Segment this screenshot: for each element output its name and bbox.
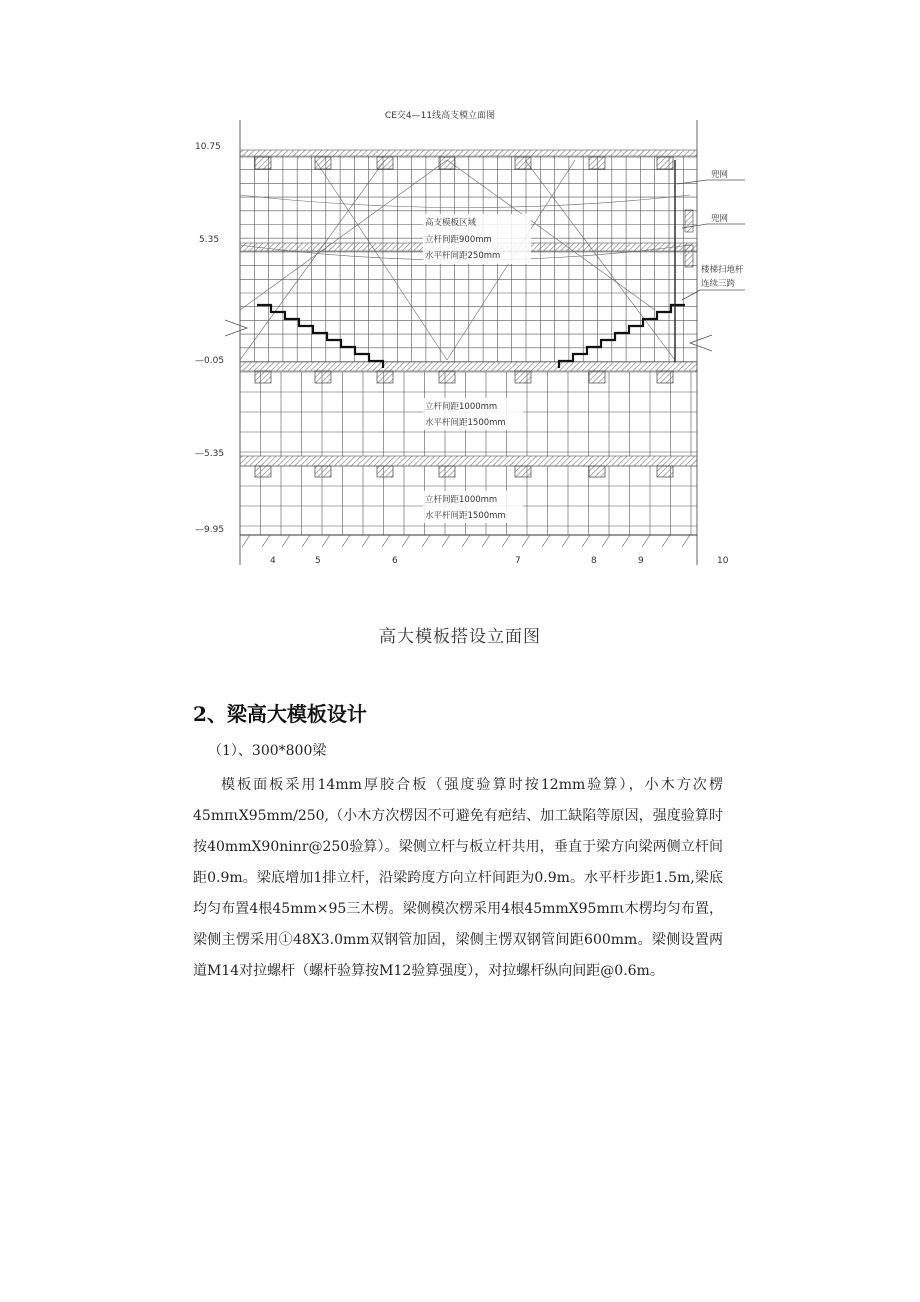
ground-hatch: [382, 535, 390, 547]
zone-note-line: 水平杆间距1500mm: [425, 511, 506, 521]
ground-hatch: [602, 535, 610, 547]
beam-section: [255, 371, 271, 383]
zone-note-top: [423, 214, 531, 264]
edge-wall: [685, 210, 693, 232]
ground-hatch: [522, 535, 530, 547]
beam-section: [439, 157, 455, 169]
elevation-label: —5.35: [195, 449, 225, 459]
ground-hatch: [362, 535, 370, 547]
elevation-label: 5.35: [199, 235, 220, 245]
axis-label: 10: [717, 556, 729, 566]
ground-hatch: [482, 535, 490, 547]
ground-hatch: [662, 535, 670, 547]
ground-hatch: [642, 535, 650, 547]
ground-hatch: [262, 535, 270, 547]
section-body: [193, 770, 723, 987]
elevation-label: —9.95: [195, 525, 225, 535]
floor-slab: [240, 456, 697, 466]
beam-section: [255, 157, 271, 169]
ground-hatch: [402, 535, 410, 547]
zone-note-bottom: [423, 491, 523, 523]
zone-note-line: 水平杆间距1500mm: [425, 418, 506, 428]
ground-hatch: [442, 535, 450, 547]
callout-safety-net: 兜网: [711, 170, 729, 180]
section-heading: 2、梁高大模板设计: [193, 702, 367, 726]
elevation-label: —0.05: [195, 356, 225, 366]
beam-section: [255, 466, 271, 477]
ground-hatch: [342, 535, 350, 547]
beam-section: [315, 371, 331, 383]
ground-hatch: [242, 535, 250, 547]
edge-wall: [685, 245, 693, 267]
axis-label: 7: [515, 556, 521, 566]
callout-three-spans: 连续三跨: [701, 279, 736, 289]
ground-hatch: [282, 535, 290, 547]
ground-hatch: [302, 535, 310, 547]
section-subheading: （1）、300*800梁: [208, 743, 327, 759]
zone-note-line: 高支模板区域: [425, 218, 477, 228]
axis-label: 6: [392, 556, 398, 566]
level-marker: [225, 320, 247, 336]
ground-hatch: [542, 535, 550, 547]
zone-note-middle: [423, 398, 523, 430]
ground-hatch: [502, 535, 510, 547]
elevation-label: 10.75: [195, 142, 221, 152]
beam-section: [439, 466, 455, 477]
beam-section: [515, 371, 531, 383]
body-paragraph: 模板面板采用14mm厚胶合板（强度验算时按12mm验算），小木方次楞45mπιX95mm/250,（小木方次楞因不可避免有疤结、加工缺陷等原因，强度验算时按40mmX90ninr@250验算）。梁侧立杆与板立杆共用，垂直于梁方向梁两侧立杆间距0.9m。梁底增加1排立杆，沿梁跨度方向立杆间距为0.9m。水平杆步距1.5m,梁底均匀布置4根45mm×95三木楞。梁侧模次楞采用4根45mmX95mπι木楞均匀布置，梁侧主愣采用①48X3.0mm双钢管加固，梁侧主愣双钢管间距600mm。梁侧设置两道M14对拉螺杆（螺杆验算按M12验算强度），对拉螺杆纵向间距@0.6m。: [193, 777, 723, 979]
side-callouts: [677, 169, 745, 300]
zone-note-line: 立杆间距1000mm: [425, 402, 498, 412]
ground-hatch: [582, 535, 590, 547]
elevation-drawing: [185, 100, 745, 570]
beam-section: [589, 371, 605, 383]
beam-section: [589, 157, 605, 169]
figure-title: CE交4—11线高支模立面图: [384, 111, 496, 121]
beam-section: [515, 466, 531, 477]
bracing-diagonal: [240, 160, 447, 310]
floor-slab: [240, 150, 697, 157]
beam-section: [377, 371, 393, 383]
beam-section: [589, 466, 605, 477]
ground-hatch: [562, 535, 570, 547]
ground-hatch: [462, 535, 470, 547]
beam-section: [315, 157, 331, 169]
figure-caption: 高大模板搭设立面图: [379, 627, 541, 647]
bracing-diagonal: [525, 160, 675, 360]
zone-note-line: 立杆间距900mm: [425, 235, 492, 245]
level-marker: [690, 335, 712, 351]
axis-label: 5: [315, 556, 321, 566]
stair-line: [257, 305, 383, 368]
callout-safety-net: 兜网: [711, 214, 729, 224]
beam-section: [657, 157, 673, 169]
beam-section: [657, 371, 673, 383]
stair-line: [559, 305, 685, 368]
callout-stair-sweep-rod: 楼梯扫地杆: [701, 265, 744, 275]
axis-label: 8: [591, 556, 597, 566]
floor-slab: [240, 362, 697, 371]
zone-note-line: 水平杆间距250mm: [425, 251, 501, 261]
zone-note-line: 立杆间距1000mm: [425, 495, 498, 505]
ground-hatch: [682, 535, 690, 547]
beam-section: [315, 466, 331, 477]
beam-section: [515, 157, 531, 169]
axis-label: 9: [638, 556, 644, 566]
beam-section: [377, 157, 393, 169]
beam-section: [657, 466, 673, 477]
ground-hatch: [622, 535, 630, 547]
ground-hatch: [322, 535, 330, 547]
axis-label: 4: [270, 556, 276, 566]
beam-section: [439, 371, 455, 383]
ground-hatch: [422, 535, 430, 547]
beam-section: [377, 466, 393, 477]
